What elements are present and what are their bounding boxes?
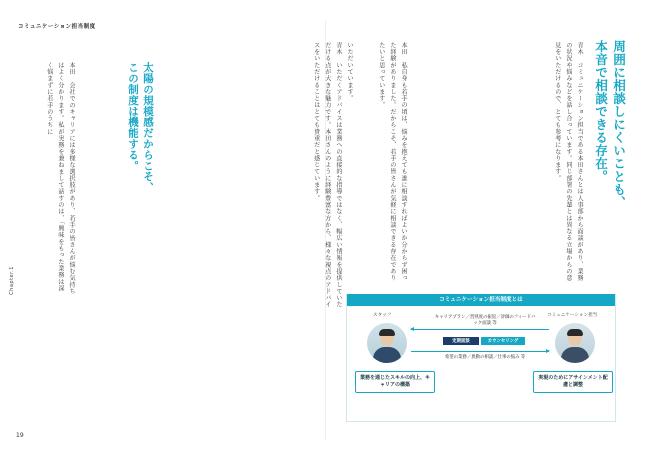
chip-regular-meeting: 定期面談 [443, 337, 479, 345]
system-diagram [346, 294, 616, 422]
staff-photo [367, 323, 407, 363]
comm-officer-label: コミュニケーション担当 [547, 312, 598, 317]
bottom-flow-text: 希望の業務／異動の相談／仕事の悩み 等 [444, 354, 526, 359]
left-para-2: いただいています。 青木 いただくアドバイスは業務への直接的な指導ではなく、幅広い情報を提供していただける点が大きな魅力です。本田さんのように経験豊富な方から、様々な視点のアドバイスをいただけることはとても貴重だと感じています。 [312, 42, 353, 308]
right-para-2: 本田 私自身も若手の頃は、悩みを抱えても誰に相談すればよいか分からず困った経験がありました。だからこそ、若手の皆さんが気軽に相談できる存在でありたいと思っています。 [377, 42, 407, 282]
officer-benefit: 実現のためにアサインメント配慮と調整 [533, 371, 613, 393]
left-para-1: 本田 会社でのキャリアには多様な選択肢があり、若手の皆さんが悩む気持ちはよく分かります。私が実務を兼ねまして話すのは、「興味をもった業務は深く悩まずに若手のうちに [45, 62, 75, 295]
chip-counseling: カウンセリング [481, 337, 525, 345]
left-headline: 太陽の規模感だからこそ、 この制度は機能する。 [127, 62, 154, 193]
right-headline: 周囲に相談しにくいことも、 本音で相談できる存在。 [593, 40, 626, 209]
top-flow-text: キャリアプラン／習熟度の振返／評価のフィードバック面談 等 [434, 314, 536, 325]
staff-label: スタッフ [373, 312, 392, 317]
section-header: コミュニケーション担当制度 [18, 24, 96, 30]
chapter-label: Chapter.1 [9, 266, 15, 295]
right-para-1: 青木 コミュニケーション担当である本田さんとは人事部から面談があり、業務の状況や悩みなどを話し合っています。同じ部署の先輩とは異なる立場からの意見をいただけるので、とても参考になります。 [553, 42, 583, 282]
comm-officer-photo [555, 323, 595, 363]
page-number: 19 [16, 432, 24, 439]
staff-benefit: 業務を通じたスキルの向上、キャリアの構築 [355, 371, 435, 393]
arrow-right [411, 351, 549, 352]
diagram-title: コミュニケーション担当制度とは [347, 294, 615, 306]
arrow-left [411, 329, 549, 330]
